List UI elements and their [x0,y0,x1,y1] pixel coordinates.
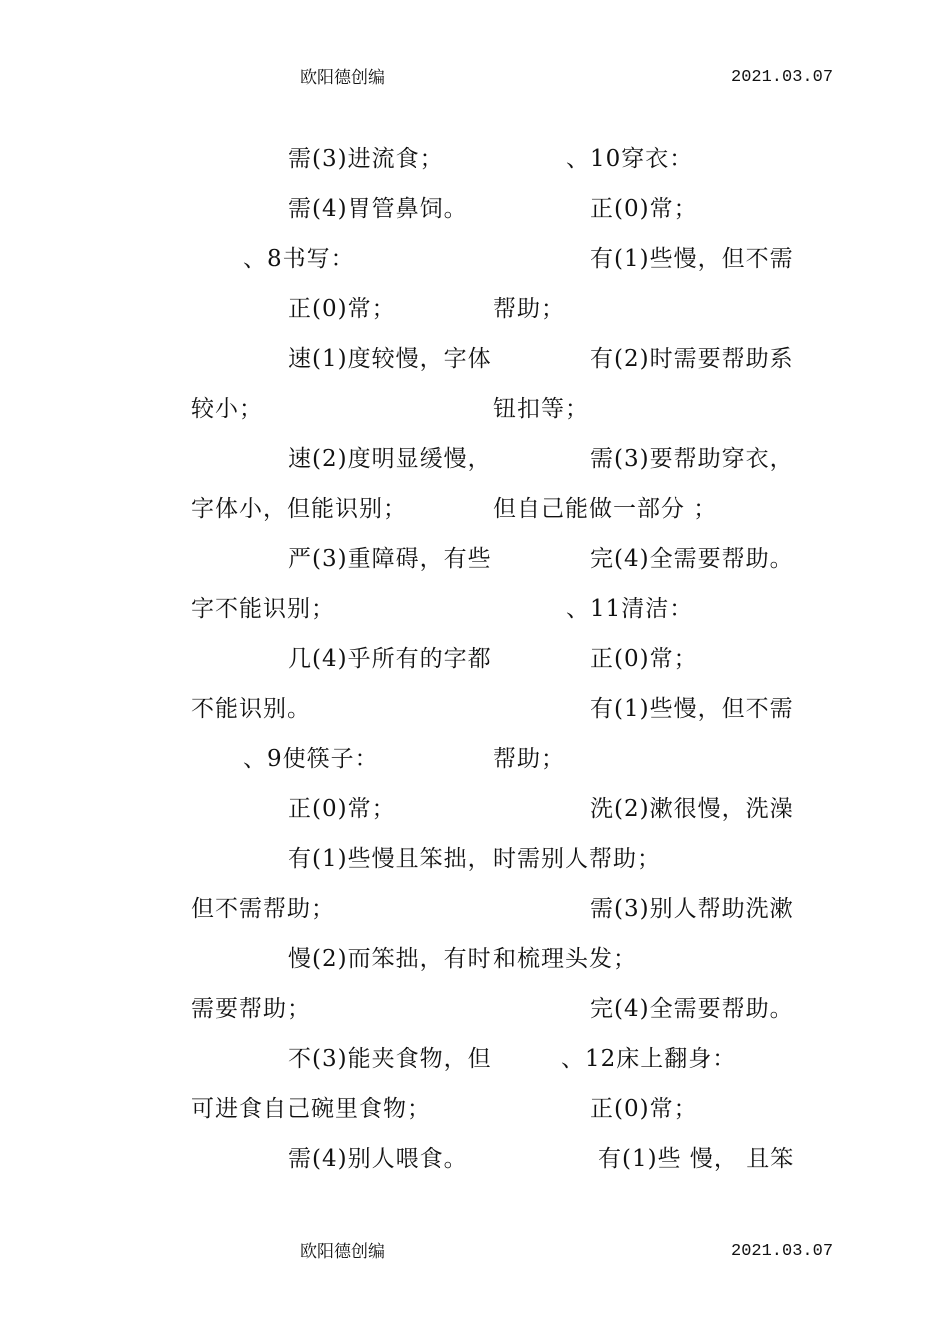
text-line: 需要帮助； [191,996,311,1022]
text-line: 不能识别。 [191,696,311,722]
text-line: 正(0)常； [288,296,396,322]
text-line: 速(2)度明显缓慢， [288,446,492,472]
text-line: 慢(2)而笨拙，有时 [288,946,492,972]
section-heading: 、8书写： [243,246,355,272]
text-line: 需(4)胃管鼻饲。 [288,196,468,222]
text-line: 需(3)要帮助穿衣， [590,446,794,472]
section-heading: 、9使筷子： [243,746,379,772]
text-line: 完(4)全需要帮助。 [590,546,794,572]
text-line: 需(3)进流食； [288,146,444,172]
header-author: 欧阳德创编 [300,68,385,88]
text-line: 需(4)别人喂食。 [288,1146,468,1172]
header-date: 2021.03.07 [731,68,834,87]
footer-date: 2021.03.07 [731,1242,834,1261]
text-line: 但自己能做一部分 ； [493,496,718,522]
text-line: 有(1)些慢，但不需 [590,696,794,722]
text-line: 几(4)乎所有的字都 [288,646,492,672]
text-line: 和梳理头发； [493,946,637,972]
section-heading: 、10穿衣： [566,146,694,172]
text-line: 正(0)常； [288,796,396,822]
text-line: 有(1)些 慢， 且笨 [598,1146,795,1172]
text-line: 帮助； [493,296,565,322]
text-line: 正(0)常； [590,1096,698,1122]
text-line: 较小； [191,396,263,422]
text-line: 需(3)别人帮助洗漱 [590,896,794,922]
text-line: 正(0)常； [590,646,698,672]
text-line: 洗(2)漱很慢，洗澡 [590,796,794,822]
text-line: 有(2)时需要帮助系 [590,346,794,372]
section-heading: 、11清洁： [566,596,694,622]
text-line: 字不能识别； [191,596,335,622]
text-line: 帮助； [493,746,565,772]
section-heading: 、12床上翻身： [561,1046,737,1072]
text-line: 正(0)常； [590,196,698,222]
text-line: 但不需帮助； [191,896,335,922]
footer-author: 欧阳德创编 [300,1242,385,1262]
text-line: 时需别人帮助； [493,846,661,872]
text-line: 钮扣等； [493,396,589,422]
text-line: 严(3)重障碍，有些 [288,546,492,572]
text-line: 完(4)全需要帮助。 [590,996,794,1022]
text-line: 可进食自己碗里食物； [191,1096,431,1122]
text-line: 速(1)度较慢，字体 [288,346,492,372]
text-line: 不(3)能夹食物，但 [288,1046,492,1072]
text-line: 有(1)些慢且笨拙， [288,846,492,872]
text-line: 字体小，但能识别； [191,496,407,522]
text-line: 有(1)些慢，但不需 [590,246,794,272]
